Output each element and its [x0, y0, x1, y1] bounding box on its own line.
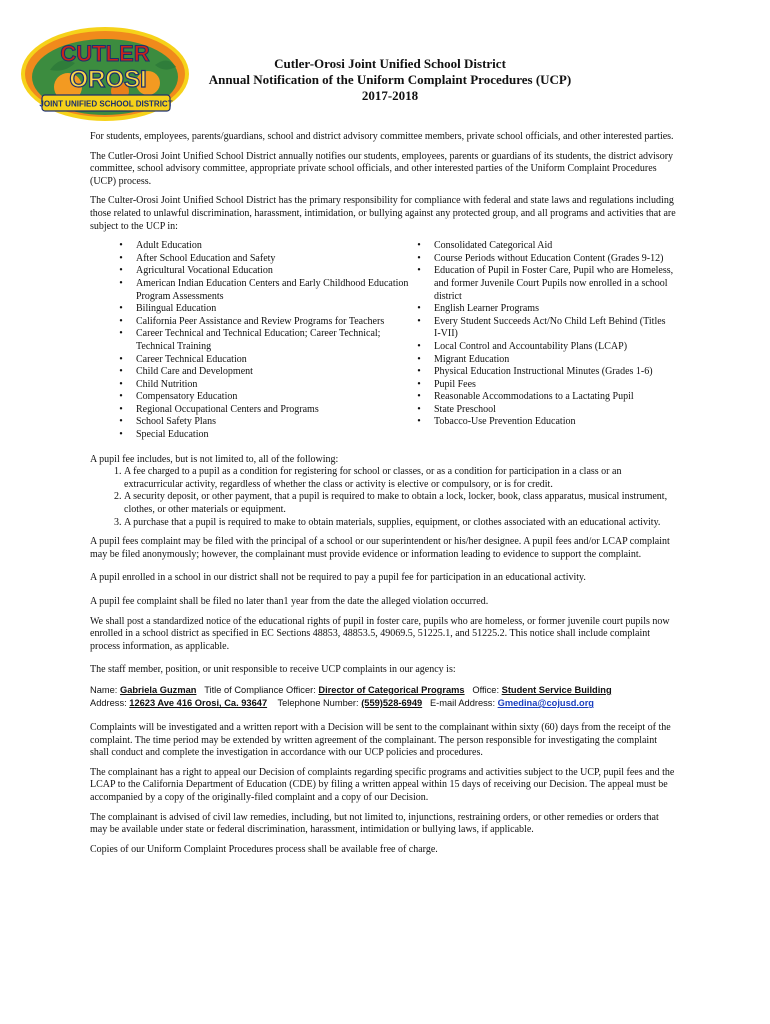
program-list-item	[412, 316, 674, 341]
intro-paragraph: For students, employees, parents/guardians, school and district advisory committee members, private school officials, and other interested parties.	[90, 131, 674, 142]
logo-text-top: CUTLER	[60, 41, 150, 66]
programs-list-right	[412, 240, 674, 442]
item-text: A purchase that a pupil is required to make to obtain materials, supplies, equipment, or clothes associated with an educational activity.	[124, 516, 661, 528]
program-label: Adult Education	[136, 240, 202, 252]
program-label: Education of Pupil in Foster Care, Pupil who are Homeless, and former Juvenile Court Pupils now enrolled in a school district	[434, 265, 674, 302]
bullet-icon: •	[119, 378, 123, 390]
bullet-icon: •	[119, 416, 123, 428]
officer-phone: (559)528-6949	[361, 697, 423, 708]
programs-list-left	[90, 240, 412, 442]
item-text: A fee charged to a pupil as a condition for registering for school or classes, or as a condition for participation in a class or an extracurricular activity, regardless of whether the class or activity is elective or compulsory, or is for credit.	[124, 466, 622, 490]
bullet-icon: •	[119, 391, 123, 403]
bullet-icon: •	[417, 240, 421, 252]
bullet-icon: •	[119, 303, 123, 315]
program-label: Special Education	[136, 429, 209, 441]
officer-address: 12623 Ave 416 Orosi, Ca. 93647	[129, 697, 268, 708]
bullet-icon: •	[417, 391, 421, 403]
appeal-paragraph: The complainant has a right to appeal our Decision of complaints regarding specific programs and activities subject to the UCP, pupil fees and the LCAP to the California Department of Education (CDE) by filing a written appeal within 15 days of receiving our Decision. The appeal must be accompanied by a copy of the originally-filed complaint and a copy of our Decision.	[90, 766, 675, 803]
program-list-item	[412, 404, 674, 417]
program-label: English Learner Programs	[434, 303, 539, 315]
program-label: Bilingual Education	[136, 303, 217, 315]
document-title	[120, 56, 660, 104]
program-label: American Indian Education Centers and Early Childhood Education Program Assessments	[136, 277, 409, 302]
program-list-item	[412, 303, 674, 316]
no-fee-paragraph: A pupil enrolled in a school in our district shall not be required to pay a pupil fee for participation in an educational activity.	[90, 572, 586, 584]
program-list-item	[90, 303, 412, 316]
bullet-icon: •	[417, 378, 421, 390]
program-label: Child Nutrition	[136, 378, 198, 390]
program-label: Every Student Succeeds Act/No Child Left Behind (Titles I-VII)	[434, 315, 666, 340]
fee-deadline-paragraph: A pupil fee complaint shall be filed no later than1 year from the date the alleged violation occurred.	[90, 596, 489, 607]
notification-paragraph: The Cutler-Orosi Joint Unified School District annually notifies our students, employees, parents or guardians of its students, the district advisory committee, school advisory committee, appropriate private school officials, and other interested parties of the Uniform Complaint Procedures (UCP) process.	[90, 150, 674, 187]
bullet-icon: •	[417, 403, 421, 415]
programs-list	[90, 240, 678, 442]
address-label: Address:	[90, 697, 130, 708]
program-list-item	[412, 379, 674, 392]
item-number: 1.	[114, 466, 122, 478]
bullet-icon: •	[119, 265, 123, 277]
office-label: Office:	[472, 684, 502, 695]
pupil-fee-item	[90, 517, 678, 530]
program-list-item	[90, 416, 412, 429]
bullet-icon: •	[417, 353, 421, 365]
copies-paragraph: Copies of our Uniform Complaint Procedures process shall be available free of charge.	[90, 843, 438, 855]
title-line-3: 2017-2018	[361, 88, 419, 103]
program-label: Consolidated Categorical Aid	[434, 240, 553, 252]
bullet-icon: •	[119, 252, 123, 264]
title-line-1: Cutler-Orosi Joint Unified School District	[274, 56, 506, 71]
program-list-item	[90, 278, 412, 303]
bullet-icon: •	[119, 328, 123, 340]
pupil-fee-item	[90, 491, 678, 516]
program-label: School Safety Plans	[136, 416, 216, 428]
program-list-item	[412, 354, 674, 367]
bullet-icon: •	[119, 366, 123, 378]
program-label: State Preschool	[434, 403, 496, 415]
program-list-item	[412, 366, 674, 379]
program-label: Regional Occupational Centers and Programs	[136, 403, 319, 415]
responsibility-paragraph: The Culter-Orosi Joint Unified School District has the primary responsibility for compliance with federal and state laws and regulations including those related to unlawful discrimination, harassment, intimidation, or bullying against any protected group, and all programs and activities that are subject to the UCP in:	[90, 195, 676, 232]
pupil-fee-intro: A pupil fee includes, but is not limited to, all of the following:	[90, 453, 339, 465]
program-list-item	[90, 253, 412, 266]
program-label: Migrant Education	[434, 353, 510, 365]
bullet-icon: •	[119, 277, 123, 289]
bullet-icon: •	[119, 315, 123, 327]
program-list-item	[412, 391, 674, 404]
officer-name: Gabriela Guzman	[119, 684, 197, 695]
program-list-item	[90, 328, 412, 353]
program-list-item	[90, 240, 412, 253]
phone-label: Telephone Number:	[277, 697, 362, 708]
contact-block	[90, 684, 678, 710]
program-label: Career Technical and Technical Education; Career Technical; Technical Training	[136, 328, 381, 352]
bullet-icon: •	[417, 366, 421, 378]
logo-banner-text: JOINT UNIFIED SCHOOL DISTRICT	[39, 99, 173, 109]
pupil-fee-list	[90, 466, 678, 529]
bullet-icon: •	[119, 403, 123, 415]
pupil-fee-item	[90, 466, 678, 491]
bullet-icon: •	[417, 340, 421, 352]
email-label: E-mail Address:	[429, 697, 498, 708]
program-list-item	[90, 265, 412, 278]
program-list-item	[412, 265, 674, 303]
program-label: Compensatory Education	[136, 391, 238, 403]
officer-email-link[interactable]: Gmedina@cojusd.org	[497, 697, 594, 708]
item-number: 3.	[114, 516, 122, 528]
foster-notice-paragraph: We shall post a standardized notice of the educational rights of pupil in foster care, pupils who are homeless, or former juvenile court pupils now enrolled in a school district as specified in EC Sections 48853, 48853.5, 49069.5, 51225.1, and 51225.2. This notice shall include complaint process information, as applicable.	[90, 615, 670, 652]
investigation-paragraph: Complaints will be investigated and a written report with a Decision will be sent to the complainant within sixty (60) days from the receipt of the complaint. The time period may be extended by written agreement of the complainant. The person responsible for investigating the complaint shall conduct and complete the investigation in accordance with our UCP policies and procedures.	[90, 721, 671, 759]
program-label: Child Care and Development	[136, 366, 253, 378]
program-label: Reasonable Accommodations to a Lactating Pupil	[434, 391, 634, 403]
program-label: Agricultural Vocational Education	[136, 265, 273, 277]
program-label: Tobacco-Use Prevention Education	[434, 416, 576, 428]
logo-text-mid: OROSI	[69, 66, 147, 93]
document-body	[90, 131, 678, 863]
program-list-item	[412, 341, 674, 354]
contact-line-1	[90, 684, 678, 697]
bullet-icon: •	[417, 303, 421, 315]
item-number: 2.	[114, 491, 122, 503]
program-label: After School Education and Safety	[136, 252, 276, 264]
bullet-icon: •	[119, 240, 123, 252]
program-list-item	[90, 429, 412, 442]
bullet-icon: •	[119, 353, 123, 365]
bullet-icon: •	[417, 416, 421, 428]
program-list-item	[412, 240, 674, 253]
officer-office: Student Service Building	[501, 684, 612, 695]
fee-complaint-paragraph: A pupil fees complaint may be filed with the principal of a school or our superintendent or his/her designee. A pupil fees and/or LCAP complaint may be filed anonymously; however, the complainant must provide evidence or information leading to evidence to support the complaint.	[90, 536, 670, 560]
staff-responsible-paragraph: The staff member, position, or unit responsible to receive UCP complaints in our agency is:	[90, 664, 456, 676]
bullet-icon: •	[417, 315, 421, 327]
program-list-item	[90, 391, 412, 404]
name-label: Name:	[90, 684, 120, 695]
program-list-item	[412, 253, 674, 266]
program-label: Course Periods without Education Content (Grades 9-12)	[434, 252, 664, 264]
officer-title: Director of Categorical Programs	[318, 684, 465, 695]
bullet-icon: •	[417, 265, 421, 277]
title-line-2: Annual Notification of the Uniform Complaint Procedures (UCP)	[208, 72, 572, 87]
civil-remedies-paragraph: The complainant is advised of civil law remedies, including, but not limited to, injunctions, restraining orders, or other remedies or orders that may be available under state or federal discrimination, harassment, intimidation or bullying laws, if applicable.	[90, 811, 659, 836]
title-label: Title of Compliance Officer:	[204, 684, 319, 695]
program-list-item	[90, 354, 412, 367]
bullet-icon: •	[417, 252, 421, 264]
program-label: Pupil Fees	[434, 378, 476, 390]
program-label: Career Technical Education	[136, 353, 247, 365]
program-list-item	[90, 379, 412, 392]
bullet-icon: •	[119, 429, 123, 441]
program-label: Physical Education Instructional Minutes (Grades 1-6)	[434, 366, 653, 378]
program-label: Local Control and Accountability Plans (LCAP)	[434, 340, 628, 352]
item-text: A security deposit, or other payment, that a pupil is required to make to obtain a lock, locker, book, class apparatus, musical instrument, clothes, or other materials or equipment.	[124, 491, 668, 516]
program-list-item	[90, 366, 412, 379]
contact-line-2	[90, 697, 678, 710]
program-list-item	[90, 316, 412, 329]
program-list-item	[90, 404, 412, 417]
program-label: California Peer Assistance and Review Programs for Teachers	[136, 315, 385, 327]
program-list-item	[412, 416, 674, 429]
